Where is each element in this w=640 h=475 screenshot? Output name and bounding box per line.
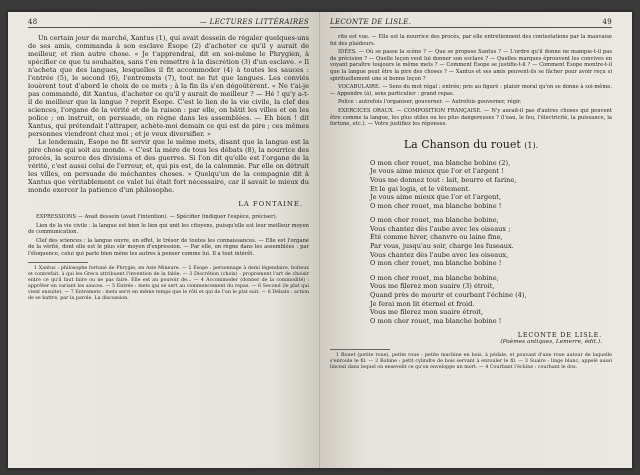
intro-line-2: IDÉES. — Où se passe la scène ? — Que se propose Xantus ? — L'ordre qu'il donne ne manque-t-il pas de précision ? — Quelle leçon veut lui donner son esclave ? — Quelles marques éprouvent les convives en voyant paraître toujours le même mets ? — Comment Ésope se justifie-t-il ? — Comment Ésope montre-t-il que la langue peut être la pire des choses ? — Xantus et ses amis peuvent-ils se fâcher pour avoir reçu si spirituellement une si bonne leçon ?: [330, 49, 612, 82]
poem-author: LECONTE DE LISLE.: [517, 331, 602, 340]
fable-paragraph-1: Un certain jour de marché, Xantus (1), qui avait dessein de régaler quelques-uns de ses amis, commanda à son esclave Ésope (2) d'acheter ce qu'il y aurait de meilleur, et rien autre chose. « Je t'apprendrai, dit en soi-même le Phrygien, à spécifier ce que tu souhaites, sans t'en remettre à la discrétion (3) d'un esclave. » Il n'acheta que des langues, lesquelles il fit accommoder (4) à toutes les sauces : l'entrée (5), le second (6), l'entremets (7), tout ne fut que langues. Les conviés louèrent tout d'abord le choix de ce mets ; à la fin ils s'en dégoûtèrent. « Ne t'ai-je pas commandé, dit Xantus, d'acheter ce qu'il y aurait de meilleur ? — Hé ! qu'y a-t-il de meilleur que la langue ? reprit Ésope. C'est le lien de la vie civile, la clef des sciences, l'organe de la vérité et de la raison : par elle, on bâtit les villes et on les police ; on instruit, on persuade, on règne dans les assemblées. — Eh bien ! dit Xantus, qui prétendait l'attraper, achète-moi demain ce qui est de pire ; ces mêmes personnes viendront chez moi ; et je veux diversifier. »: [28, 34, 309, 138]
page-number-right: 49: [602, 18, 612, 26]
verse-line: Vous chantez dès l'aube avec les oiseaux,: [370, 250, 509, 259]
stanza-2: [370, 216, 612, 268]
verse-line: O mon cher rouet, ma blanche bobine !: [370, 259, 502, 268]
footnotes-left: [28, 266, 309, 302]
verse-line: O mon cher rouet, ma blanche bobine !: [370, 316, 502, 325]
verse-line: O mon cher rouet, ma blanche bobine (2),: [370, 158, 511, 167]
verse-line: O mon cher rouet, ma blanche bobine,: [370, 216, 499, 225]
questions-section: [330, 34, 612, 128]
footnote-right-1: 1 Rouet (petite roue), petite roue : petite machine en bois, à pédale, et pouvant d'une roue autour de laquelle s'enroule le fil. — 2 Bobine : petit cylindre de bois servant à enrouler le fil. — 3 Suaire : linge blanc, appelé aussi linceul dans lequel on ensevelit ce qu'on enveloppe un mort. — 4 Courbant l'échine : courbant le dos.: [330, 353, 612, 371]
verse-line: Je ferai mon lit éternel et froid.: [370, 299, 475, 308]
fable-paragraph-2: Le lendemain, Ésope ne fit servir que le même mets, disant que la langue est la pire chose qui soit au monde. « C'est la mère de tous les débats (8), la nourrice des procès, la source des divisions et des guerres. Si l'on dit qu'elle est l'organe de la vérité, c'est aussi celui de l'erreur, et, qui pis est, de la calomnie. Par elle on détruit les villes, on persuade de méchantes choses. » Quelqu'un de la compagnie dit à Xantus que véritablement ce valet lui était fort nécessaire, car il savait le mieux du monde exercer la patience d'un philosophe.: [28, 138, 309, 194]
running-title-right: LECONTE DE LISLE.: [330, 18, 412, 26]
page-number-left: 48: [28, 18, 38, 26]
footnote-left-1: 1 Xantus : philosophe fortuné de Phrygie, en Asie Mineure. — 2 Ésope : personnage à demi légendaire, boiteux et contrefait, à qui les Grecs attribuent l'invention de la fable. — 3 Discrétion (choix) : proprement l'art de choisir entre ce qu'il faut faire ou ne pas faire. Elle est au pouvoir de... — 4 Accommoder (donner de la commodité) : apprêter en variant les sauces. — 5 Entrée : mets qui se sert au commencement du repas. — 6 Second (le plat qui vient ensuite). — 7 Entremets : mets servi en même temps que le rôti et qui de l'un le plat suit. — 8 Débats : action de se battre, par la parole. La discussion.: [28, 265, 309, 301]
intro-line-3: VOCABULAIRE. — Sens du mot régal : entrée; pris au figuré : plaisir moral qu'on se donne à soi-même. — Appendre (à), sens particulier : grand repas.: [330, 84, 612, 97]
verse-line: Vous me donnez tout : lait, beurre et farine,: [370, 175, 517, 184]
running-title-left: — LECTURES LITTÉRAIRES: [199, 18, 309, 26]
footnotes-right: [330, 353, 612, 371]
footnote-rule: [28, 262, 88, 263]
left-page: [8, 12, 320, 468]
verse-line: Par vous, jusqu'au soir, charge les fuseaux.: [370, 242, 514, 251]
poem-title: La Chanson du rouet: [403, 137, 521, 151]
poem-source: (Poèmes antiques, Lemerre, édit.).: [500, 339, 602, 346]
verse-line: Vous me filerez mon suaire (3) étroit,: [370, 282, 495, 291]
verse-line: Je vous aime mieux que l'or et l'argent,: [370, 193, 502, 202]
poem-title-block: [330, 138, 612, 151]
note-1: [28, 214, 309, 221]
right-page: [320, 12, 632, 468]
poem-title-note: (1).: [524, 140, 539, 150]
note-2: Lien de la vie civile : la langue est bien le lien qui unit les citoyens, puisqu'elle est leur meilleur moyen de communication.: [28, 222, 309, 236]
intro-line-4: Police : autrefois l'organiser, gouverner. — Autrefois gouverner, régir.: [338, 99, 522, 106]
signature: LA FONTAINE.: [238, 200, 303, 208]
note-3: Clef des sciences : la langue ouvre, en effet, le trésor de toutes les connaissances. — Elle est l'organe de la vérité, dont elle est le plus sûr moyen d'expression. — Par elle, on règne dans les assemblées : par l'éloquence, celui qui parle bien mène les autres à penser comme lui. Il a tout intérêt.: [28, 237, 309, 257]
verse-line: Et le gai logis, et le vêtement.: [370, 184, 471, 193]
stanza-1: [370, 159, 612, 211]
verse-line: O mon cher rouet, ma blanche bobine !: [370, 201, 502, 210]
intro-line-1: rite est vue. — Elle est la nourrice des procès, par elle entretiennent des contestations par la mauvaise foi des plaideurs.: [330, 34, 612, 47]
footnote-rule-right: [330, 349, 390, 350]
verse-line: Vous chantez dès l'aube avec les oiseaux ;: [370, 224, 511, 233]
study-notes: [28, 214, 309, 258]
verse-line: Je vous aime mieux que l'or et l'argent !: [370, 167, 504, 176]
verse-line: O mon cher rouet, ma blanche bobine,: [370, 273, 499, 282]
poem: [330, 159, 612, 326]
intro-line-5: EXERCICES ORAUX. — COMPOSITION FRANÇAISE. — N'y aurait-il pas d'autres choses qui peuvent être comme la langue, les plus utiles ou les plus dangereuses ? (l'eau, le feu, l'électricité, la puissance, la fortune, etc.). — Votre justifiez les réponses.: [330, 107, 612, 128]
stanza-3: [370, 274, 612, 326]
verse-line: Vous me filerez mon suaire étroit,: [370, 308, 484, 317]
running-header-right: [330, 18, 612, 28]
book-spread: [8, 12, 632, 468]
note-1-key: EXPRESSIONS: [36, 214, 77, 220]
fable-text: [28, 34, 309, 194]
note-1-text: — Avait dessein (avait l'intention). — Spécifier (indiquer l'espèce, préciser).: [77, 214, 278, 220]
verse-line: Été comme hiver, chanvre ou laine fine,: [370, 233, 503, 242]
running-header-left: [28, 18, 309, 28]
verse-line: Quand près de mourir et courbant l'échine (4),: [370, 291, 527, 300]
